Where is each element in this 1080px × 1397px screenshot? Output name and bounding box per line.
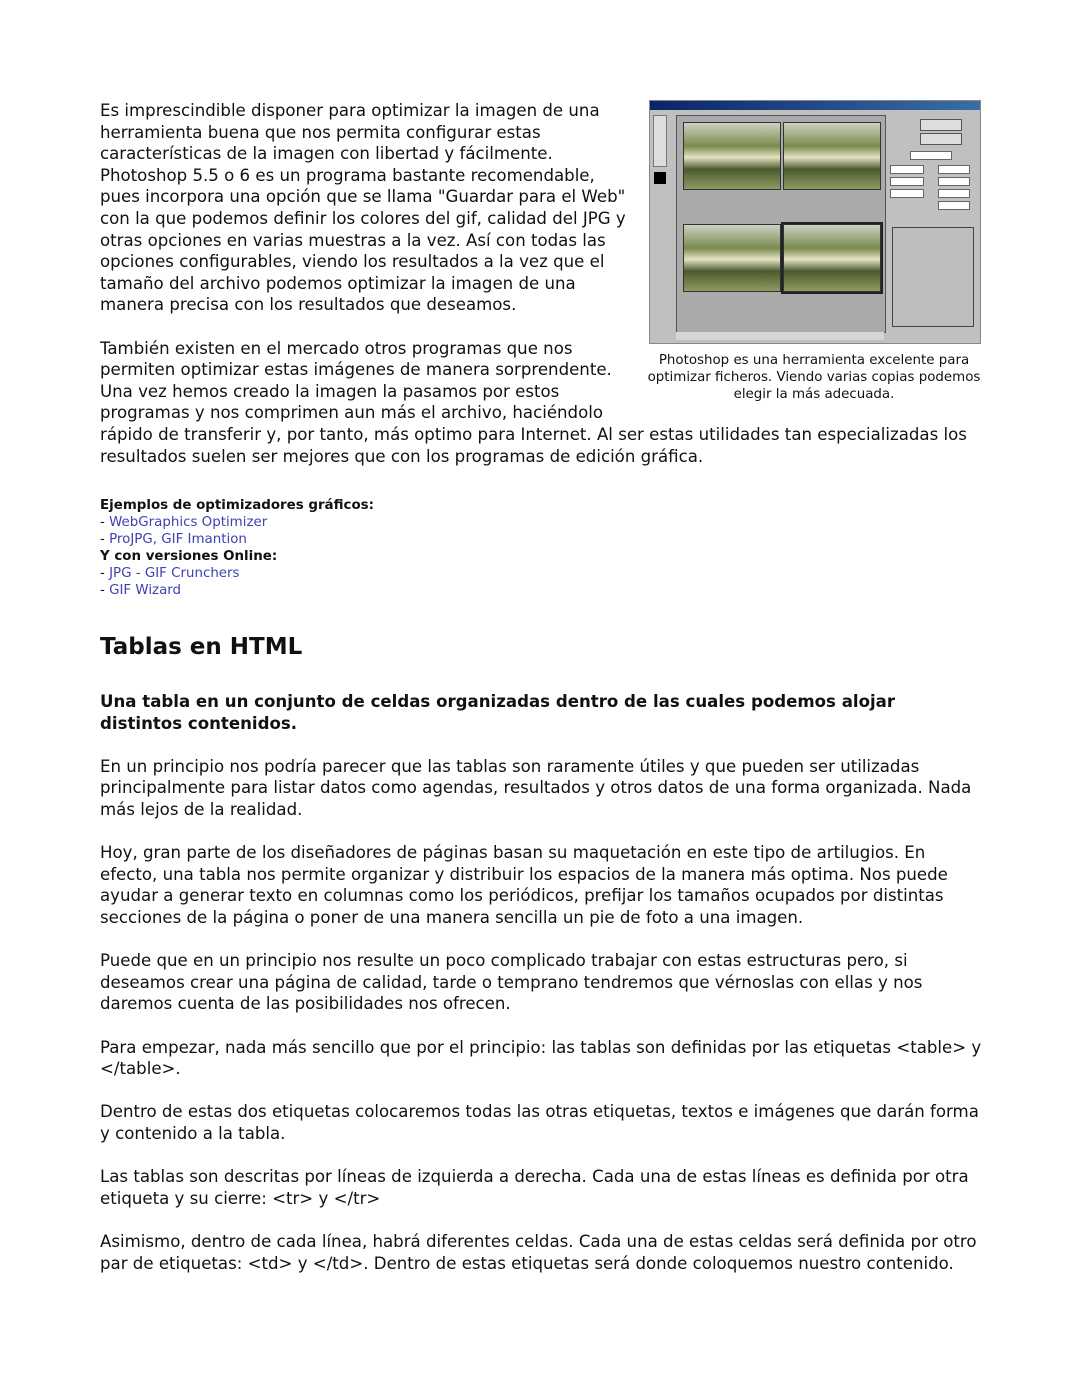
document-page [100, 100, 982, 1296]
section-paragraph: Para empezar, nada más sencillo que por el principio: las tablas son definidas por las etiquetas <table> y </table>. [100, 1037, 982, 1079]
intro-paragraph-2: También existen en el mercado otros programas que nos permiten optimizar estas imágenes de manera sorprendente. Una vez hemos creado la imagen la pasamos por estos programas y nos comprimen aun más el archivo, haciéndolo rápido de transferir y, por tanto, más optimo para Internet. Al ser estas utilidades tan especializadas los resultados suelen ser mejores que con los programas de edición gráfica. [100, 338, 967, 466]
section-paragraph: Puede que en un principio nos resulte un poco complicado trabajar con estas estructuras pero, si deseamos crear una página de calidad, tarde o temprano tendremos que vérnoslas con ellas y nos daremos cuenta de las posibilidades nos ofrecen. [100, 951, 923, 1014]
dash: - [100, 566, 110, 582]
intro-paragraph-1: Es imprescindible disponer para optimizar la imagen de una herramienta buena que nos permita configurar estas características de la imagen con libertad y fácilmente. Photoshop 5.5 o 6 es un programa bastante recomendable, pues incorpora una opción que se llama "Guardar para el Web" con la que podemos definir los colores del gif, calidad del JPG y otras opciones en varias muestras a la vez. Así con todas las opciones configurables, viendo los resultados a la vez que el tamaño del archivo podemos optimizar la imagen de una manera precisa con los resultados que deseamos. [100, 101, 626, 315]
section-paragraph: Hoy, gran parte de los diseñadores de páginas basan su maquetación en este tipo de artilugios. En efecto, una tabla nos permite organizar y distribuir los espacios de la manera más optima. Nos puede ayudar a generar texto en columnas como los periódicos, prefijar los tamaños ocupados por distintas secciones de la página o poner de una manera sencilla un pie de foto a una imagen. [100, 843, 948, 928]
dash: - [100, 515, 110, 531]
section-title: Tablas en HTML [100, 634, 303, 661]
link-jpg-gif-crunchers[interactable]: JPG - GIF Crunchers [109, 566, 240, 582]
optimizer-examples [100, 497, 982, 599]
online-heading: Y con versiones Online: [100, 549, 278, 565]
section-paragraph: Dentro de estas dos etiquetas colocaremos todas las otras etiquetas, textos e imágenes que darán forma y contenido a la tabla. [100, 1102, 979, 1143]
section-paragraph: En un principio nos podría parecer que las tablas son raramente útiles y que pueden ser utilizadas principalmente para listar datos como agendas, resultados y otros datos de una forma organizada. Nada más lejos de la realidad. [100, 756, 972, 820]
figure-caption: Photoshop es una herramienta excelente para optimizar ficheros. Viendo varias copias podemos elegir la más adecuada. [647, 353, 981, 402]
section-paragraph: Asimismo, dentro de cada línea, habrá diferentes celdas. Cada una de estas celdas será definida por otro par de etiquetas: <td> y </td>. Dentro de estas etiquetas será donde coloquemos nuestro contenido. [100, 1231, 977, 1273]
examples-heading: Ejemplos de optimizadores gráficos: [100, 498, 374, 514]
link-gif-wizard[interactable]: GIF Wizard [109, 583, 182, 599]
dash: - [100, 583, 110, 599]
figure [646, 100, 982, 403]
section-lead: Una tabla en un conjunto de celdas organizadas dentro de las cuales podemos alojar distintos contenidos. [100, 692, 896, 733]
photoshop-screenshot-image [649, 100, 981, 344]
link-webgraphics-optimizer[interactable]: WebGraphics Optimizer [109, 515, 268, 531]
link-projpg-gif-imantion[interactable]: ProJPG, GIF Imantion [109, 532, 247, 548]
section-paragraph: Las tablas son descritas por líneas de izquierda a derecha. Cada una de estas líneas es definida por otra etiqueta y su cierre: <tr> y </tr> [100, 1167, 969, 1208]
dash: - [100, 532, 110, 548]
